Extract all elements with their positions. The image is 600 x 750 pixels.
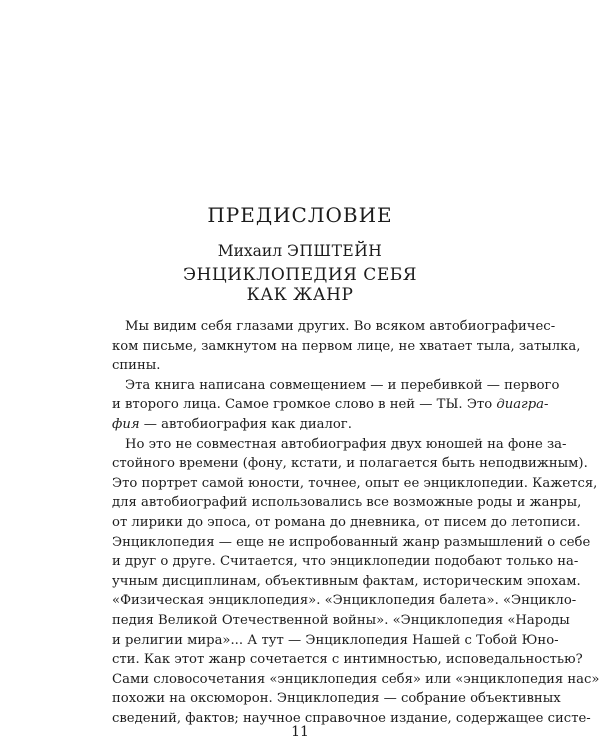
text-line: сведений, фактов; научное справочное издание, содержащее систе-	[112, 711, 591, 726]
text-line: для автобиографий использовались все возможные роды и жанры,	[112, 495, 582, 511]
text-line: и религии мира»... А тут — Энциклопедия Нашей с Тобой Юно-	[112, 632, 559, 648]
author-first-name: Михаил	[217, 242, 283, 260]
chapter-title-line-1: ЭНЦИКЛОПЕДИЯ СЕБЯ	[183, 265, 417, 285]
text-line: учным дисциплинам, объективным фактам, историческим эпохам.	[112, 573, 581, 589]
text-line: Сами словосочетания «энциклопедия себя» или «энциклопедия нас»	[112, 671, 600, 687]
section-heading: ПРЕДИСЛОВИЕ	[207, 203, 393, 227]
text-segment: и второго лица. Самое громкое слово в ней — ТЫ. Это	[112, 397, 497, 413]
text-line: Мы видим себя глазами других. Во всяком автобиографичес-	[125, 319, 556, 334]
text-line: ком письме, замкнутом на первом лице, не хватает тыла, затылка,	[112, 338, 581, 354]
text-line: Эта книга написана совмещением — и перебивкой — первого	[125, 377, 560, 393]
text-line: от лирики до эпоса, от романа до дневника, от писем до летописи.	[112, 515, 581, 530]
text-line: Энциклопедия — еще не испробованный жанр размышлений о себе	[112, 534, 591, 550]
italic-term: фия	[112, 417, 140, 432]
text-line: спины.	[112, 358, 161, 374]
text-line: Это портрет самой юности, точнее, опыт ее энциклопедии. Кажется,	[112, 475, 598, 491]
chapter-title-line-2: КАК ЖАНР	[246, 285, 354, 305]
text-segment: — автобиография как диалог.	[139, 417, 352, 432]
text-line: Но это не совместная автобиография двух юношей на фоне за-	[125, 436, 567, 452]
text-line: «Физическая энциклопедия». «Энциклопедия балета». «Энцикло-	[112, 593, 577, 609]
text-line: похожи на оксюморон. Энциклопедия — собрание объективных	[112, 691, 561, 707]
italic-term: диагра-	[496, 397, 549, 413]
page-number: 11	[291, 724, 309, 740]
author-line	[0, 242, 600, 260]
text-line	[112, 415, 494, 435]
text-line: стойного времени (фону, кстати, и полагается быть неподвижным).	[112, 456, 588, 472]
author-last-name: ЭПШТЕЙН	[287, 242, 383, 260]
text-line: сти. Как этот жанр сочетается с интимностью, исповедальностью?	[112, 652, 583, 668]
text-line	[112, 395, 549, 415]
text-line: педия Великой Отечественной войны». «Энциклопедия «Народы	[112, 613, 570, 628]
text-line: и друг о друге. Считается, что энциклопедии подобают только на-	[112, 554, 579, 570]
